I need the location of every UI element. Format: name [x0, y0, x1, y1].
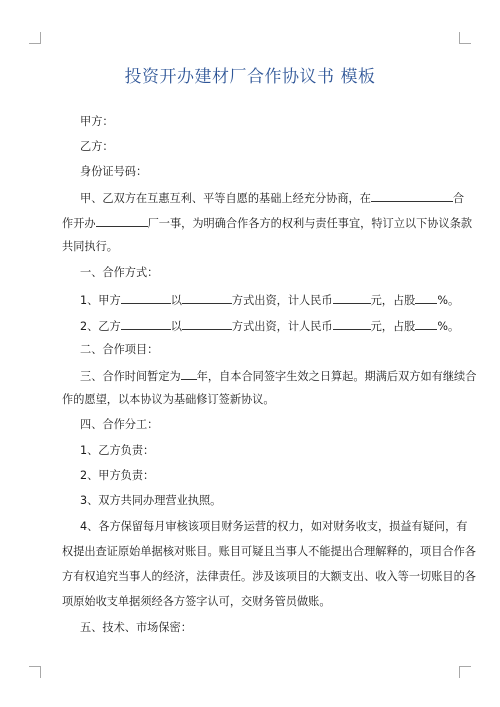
intro-line-3: 共同执行。 — [62, 240, 118, 253]
section4-item3: 3、双方共同办理营业执照。 — [80, 494, 222, 507]
section4-item4-line-3: 方有权追究当事人的经济，法律责任。涉及该项目的大额支出、收入等一切账目的各 — [62, 570, 476, 583]
section1-item1 — [80, 292, 460, 308]
intro-line-1 — [80, 190, 465, 206]
blank-party-b-name — [121, 318, 171, 330]
section3-line-1 — [80, 368, 477, 384]
intro-text-1b: 合 — [452, 192, 465, 205]
section4-item1: 1、乙方负责： — [80, 444, 155, 457]
item2-text-d: 元，占股 — [370, 320, 416, 333]
item1-text-d: 元，占股 — [370, 294, 416, 307]
blank-party-a-method — [182, 292, 232, 304]
intro-text-1a: 甲、乙双方在互惠互利、平等自愿的基础上经充分协商，在 — [80, 192, 371, 205]
intro-text-2b: 厂一事，为明确合作各方的权利与责任事宜，特订立以下协议条款 — [147, 217, 473, 230]
blank-factory-name — [96, 215, 148, 227]
section4-item4-line-2: 权提出查证原始单据核对账目。账目可疑且当事人不能提出合理解释的，项目合作各 — [62, 545, 476, 558]
section3-text-a: 三、合作时间暂定为 — [80, 370, 181, 383]
item2-text-a: 2、乙方 — [80, 320, 121, 333]
section1-item2 — [80, 318, 460, 334]
intro-text-2a: 作开办 — [62, 217, 96, 230]
section3-line-2: 作的愿望，以本协议为基础修订签新协议。 — [62, 393, 275, 406]
id-number-label: 身份证号码： — [80, 165, 148, 178]
party-b-label: 乙方： — [80, 140, 114, 153]
item2-text-e: %。 — [437, 320, 460, 333]
crop-mark-top-right — [459, 32, 471, 44]
blank-party-a-name — [121, 292, 171, 304]
section3-text-b: 年，自本合同签字生效之日算起。期满后双方如有继续合 — [196, 370, 477, 383]
blank-party-b-method — [182, 318, 232, 330]
crop-mark-bottom-left — [29, 666, 41, 678]
section4-item2: 2、甲方负责： — [80, 469, 155, 482]
item1-text-a: 1、甲方 — [80, 294, 121, 307]
item2-text-b: 以 — [170, 320, 182, 333]
item2-text-c: 方式出资，计人民币 — [231, 320, 333, 333]
blank-party-a-amount — [333, 292, 371, 304]
section4-item4-line-1: 4、各方保留每月审核该项目财务运营的权力，如对财务收支，损益有疑问，有 — [80, 520, 468, 533]
blank-party-b-amount — [333, 318, 371, 330]
section4-item4-line-4: 项原始收支单据须经各方签字认可，交财务管员做账。 — [62, 595, 331, 608]
blank-party-a-share — [415, 292, 437, 304]
section5-heading: 五、技术、市场保密： — [80, 621, 192, 634]
item1-text-e: %。 — [437, 294, 460, 307]
crop-mark-top-left — [29, 32, 41, 44]
intro-line-2 — [62, 215, 473, 231]
blank-location — [371, 190, 453, 202]
crop-mark-bottom-right — [459, 666, 471, 678]
party-a-label: 甲方： — [80, 115, 114, 128]
section1-heading: 一、合作方式： — [80, 266, 159, 279]
blank-years — [181, 368, 197, 380]
blank-party-b-share — [415, 318, 437, 330]
item1-text-b: 以 — [170, 294, 182, 307]
section4-heading: 四、合作分工： — [80, 418, 159, 431]
section2-heading: 二、合作项目： — [80, 343, 159, 356]
item1-text-c: 方式出资，计人民币 — [231, 294, 333, 307]
document-title: 投资开办建材厂合作协议书 模板 — [124, 67, 376, 87]
